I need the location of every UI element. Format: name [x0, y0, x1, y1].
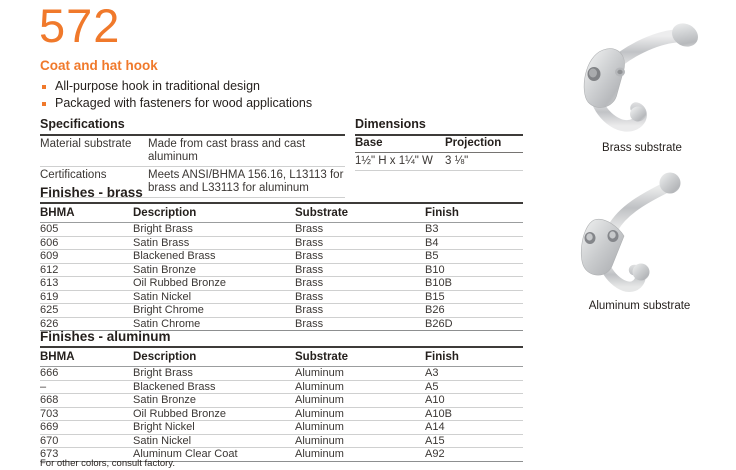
column-header: Base — [355, 137, 383, 149]
table-cell: A14 — [425, 421, 445, 433]
table-cell: 669 — [40, 421, 59, 433]
aluminum-substrate-figure — [567, 168, 712, 312]
table-cell: Brass — [295, 250, 324, 262]
table-cell: B10 — [425, 263, 445, 276]
table-row — [40, 435, 523, 449]
table-cell: Aluminum — [295, 394, 344, 406]
table-cell: B3 — [425, 223, 439, 235]
finishes-brass-title: Finishes - brass — [40, 185, 523, 204]
table-cell: Satin Nickel — [133, 434, 192, 447]
product-title: Coat and hat hook — [40, 58, 158, 73]
feature-text: All-purpose hook in traditional design — [55, 79, 260, 93]
bullet-square-icon — [42, 102, 46, 106]
dimensions-header-row — [355, 136, 523, 153]
table-cell: Aluminum — [295, 448, 344, 460]
table-cell: Brass — [295, 277, 324, 289]
coat-hook-aluminum-photo — [567, 168, 712, 298]
footnote: For other colors, consult factory. — [40, 458, 175, 469]
table-cell: B5 — [425, 250, 439, 262]
finishes-brass-table — [40, 223, 523, 331]
table-row — [40, 408, 523, 422]
table-cell: Satin Nickel — [133, 290, 192, 303]
table-cell: A92 — [425, 448, 445, 460]
table-cell: 626 — [40, 317, 59, 330]
table-row — [355, 153, 523, 171]
column-header: Finish — [425, 351, 459, 363]
table-row — [40, 250, 523, 264]
table-cell: Made from cast brass and cast aluminum — [148, 138, 306, 163]
table-cell: 703 — [40, 407, 59, 420]
table-cell: Certifications — [40, 169, 107, 181]
finishes-aluminum-title: Finishes - aluminum — [40, 329, 523, 348]
table-cell: Brass — [295, 263, 324, 276]
dimensions-table — [355, 153, 523, 171]
table-cell: Oil Rubbed Bronze — [133, 407, 226, 420]
table-cell: Satin Brass — [133, 236, 190, 249]
bullet-square-icon — [42, 85, 46, 89]
table-row — [40, 237, 523, 251]
table-cell: 609 — [40, 250, 59, 262]
table-cell: Bright Chrome — [133, 304, 204, 316]
finishes-aluminum-section — [40, 329, 523, 462]
column-header: Substrate — [295, 207, 349, 219]
table-row — [40, 136, 345, 167]
finishes-aluminum-header-row — [40, 348, 523, 367]
table-row — [40, 381, 523, 395]
table-cell: Oil Rubbed Bronze — [133, 277, 226, 289]
table-cell: 619 — [40, 290, 59, 303]
table-cell: B10B — [425, 277, 452, 289]
finishes-brass-section — [40, 185, 523, 331]
table-cell: Bright Brass — [133, 223, 193, 235]
column-header: BHMA — [40, 351, 75, 363]
table-cell: Aluminum — [295, 421, 344, 433]
coat-hook-brass-photo — [572, 8, 712, 140]
table-cell: Brass — [295, 317, 324, 330]
table-cell: A3 — [425, 367, 439, 379]
table-cell: Aluminum — [295, 380, 344, 393]
dimensions-title: Dimensions — [355, 117, 523, 136]
table-cell: Satin Chrome — [133, 317, 201, 330]
table-cell: A5 — [425, 380, 439, 393]
table-cell: – — [40, 380, 47, 393]
table-cell: Bright Brass — [133, 367, 193, 379]
table-cell: Bright Nickel — [133, 421, 195, 433]
table-cell: B26D — [425, 317, 453, 330]
table-cell: 673 — [40, 448, 59, 460]
table-cell: Brass — [295, 223, 324, 235]
feature-item — [42, 78, 312, 95]
table-cell: Meets ANSI/BHMA 156.16, L13113 for brass and L33113 for aluminum — [148, 169, 344, 194]
table-cell: 1½" H x 1¼" W — [355, 155, 433, 167]
table-cell: B4 — [425, 236, 439, 249]
table-cell: Brass — [295, 290, 324, 303]
dimensions-section — [355, 117, 523, 171]
table-cell: 612 — [40, 263, 59, 276]
table-cell: Aluminum — [295, 367, 344, 379]
finishes-brass-header-row — [40, 204, 523, 223]
table-row — [40, 394, 523, 408]
table-cell: B15 — [425, 290, 445, 303]
column-header: Projection — [445, 137, 502, 149]
table-cell: 666 — [40, 367, 59, 379]
table-cell: Aluminum — [295, 407, 344, 420]
table-cell: Blackened Brass — [133, 380, 216, 393]
finishes-aluminum-table — [40, 367, 523, 462]
table-row — [40, 304, 523, 318]
brass-substrate-caption: Brass substrate — [602, 142, 682, 154]
table-cell: 613 — [40, 277, 59, 289]
table-row — [40, 367, 523, 381]
table-cell: Brass — [295, 304, 324, 316]
column-header: Finish — [425, 207, 459, 219]
column-header: BHMA — [40, 207, 75, 219]
table-cell: A10B — [425, 407, 452, 420]
table-row — [40, 291, 523, 305]
feature-text: Packaged with fasteners for wood applications — [55, 96, 313, 110]
table-cell: Satin Bronze — [133, 394, 196, 406]
feature-list — [42, 78, 312, 112]
table-cell: B26 — [425, 304, 445, 316]
table-cell: 3 ⅛" — [445, 155, 469, 167]
table-row — [40, 264, 523, 278]
table-row — [40, 421, 523, 435]
table-cell: Brass — [295, 236, 324, 249]
table-cell: Satin Bronze — [133, 263, 196, 276]
specifications-title: Specifications — [40, 117, 345, 136]
table-row — [40, 223, 523, 237]
table-cell: 606 — [40, 236, 59, 249]
table-cell: Blackened Brass — [133, 250, 216, 262]
column-header: Description — [133, 351, 197, 363]
table-cell: 668 — [40, 394, 59, 406]
table-cell: 670 — [40, 434, 59, 447]
table-row — [40, 277, 523, 291]
table-cell: 605 — [40, 223, 59, 235]
table-cell: A10 — [425, 394, 445, 406]
feature-item — [42, 95, 312, 112]
table-cell: Material substrate — [40, 138, 132, 150]
column-header: Description — [133, 207, 197, 219]
aluminum-substrate-caption: Aluminum substrate — [588, 300, 691, 312]
product-number: 572 — [39, 0, 121, 52]
table-cell: 625 — [40, 304, 59, 316]
table-cell: A15 — [425, 434, 445, 447]
brass-substrate-figure — [572, 8, 712, 154]
column-header: Substrate — [295, 351, 349, 363]
table-cell: Aluminum — [295, 434, 344, 447]
table-cell: Aluminum Clear Coat — [133, 448, 238, 460]
